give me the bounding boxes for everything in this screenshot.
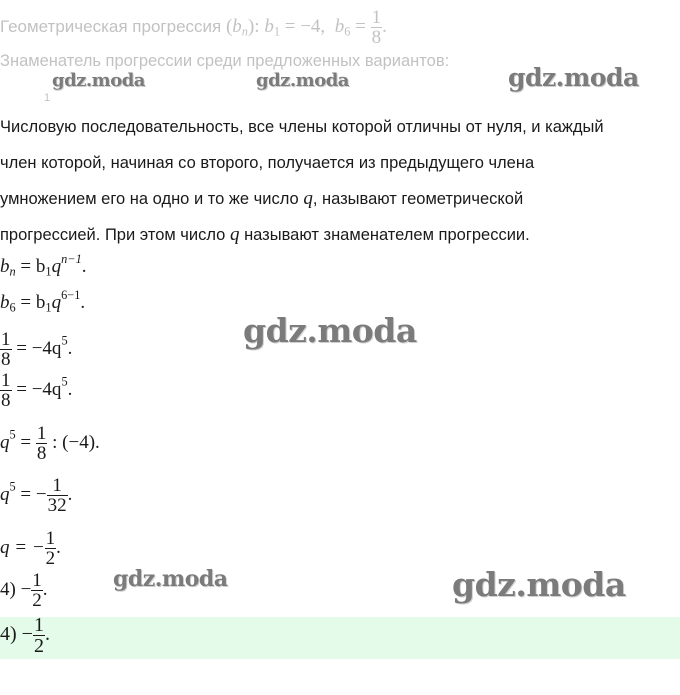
formula-q5-division (0, 424, 100, 463)
math: 4) − (0, 623, 33, 646)
denominator: 2 (33, 635, 44, 657)
final-answer-box (0, 614, 680, 659)
watermark: gdz.moda (243, 311, 417, 350)
numerator: 1 (1, 329, 11, 350)
math: q (0, 431, 10, 453)
definition-text: , называют геометрической (312, 190, 524, 208)
task-statement (0, 8, 387, 47)
math: 6−1 (61, 287, 81, 302)
denominator: 2 (45, 548, 56, 569)
definition-line (0, 217, 680, 253)
math: . (44, 623, 50, 646)
math: 4) − (0, 578, 32, 600)
b6-num: 1 (371, 7, 382, 28)
watermark: gdz.moda (256, 70, 349, 91)
definition-text: называют знаменателем прогрессии. (244, 226, 530, 244)
math: n (9, 264, 16, 279)
math: b (0, 256, 10, 277)
math: 5 (9, 427, 16, 442)
math: . (80, 292, 86, 313)
numerator: 1 (1, 370, 11, 391)
formula-equation-2 (0, 371, 72, 410)
math: = −4q (11, 378, 62, 400)
denominator: 8 (1, 349, 11, 370)
math: . (67, 337, 73, 359)
seq-symbol: b (232, 15, 242, 37)
math: q (51, 292, 62, 313)
math: = (15, 431, 36, 453)
colon: : (254, 15, 260, 37)
period: . (382, 15, 387, 37)
math: q = − (0, 536, 45, 558)
definition-text: умножением его на одно и то же число (0, 190, 299, 208)
denominator: 8 (1, 390, 11, 411)
fraction (47, 476, 68, 515)
fraction (45, 529, 57, 568)
math: = b (15, 256, 46, 277)
math: . (67, 483, 73, 505)
math: q (51, 256, 62, 277)
denominator: 2 (32, 590, 42, 611)
b1-sub: 1 (273, 24, 280, 39)
math: . (56, 536, 61, 558)
fraction (36, 424, 48, 463)
definition-line: Числовую последовательность, все члены которой отличны от нуля, и каждый (0, 118, 604, 136)
numerator: 1 (36, 423, 47, 444)
task-prefix: Геометрическая прогрессия (0, 16, 222, 36)
b6-sub: 6 (344, 24, 351, 39)
math: n−1 (61, 251, 82, 266)
seq-sub: n (241, 24, 248, 39)
math: 5 (9, 479, 16, 494)
math: = b (15, 292, 46, 313)
math: 5 (61, 374, 68, 389)
formula-equation-1 (0, 330, 72, 369)
denominator: 8 (36, 443, 47, 464)
math: b (0, 292, 10, 313)
denominator: 32 (47, 495, 67, 516)
formula-b6 (0, 287, 86, 315)
b1-value: = −4, (284, 15, 326, 37)
definition-line: член которой, начиная со второго, получается из предыдущего члена (0, 154, 535, 172)
formula-q-result (0, 529, 61, 568)
math: 1 (45, 264, 52, 279)
watermark: gdz.moda (452, 565, 626, 604)
answer-line (0, 571, 48, 610)
definition-paragraph (0, 109, 680, 253)
math: = −4q (11, 337, 62, 359)
fraction (0, 371, 12, 410)
watermark: gdz.moda (113, 566, 228, 592)
numerator: 1 (45, 528, 56, 549)
b6-den: 8 (371, 27, 382, 48)
math: 6 (9, 300, 16, 315)
q-symbol: q (303, 188, 313, 209)
formula-general-term (0, 251, 87, 279)
math: . (81, 256, 87, 277)
b6-eq: = (355, 15, 366, 37)
fraction (33, 615, 45, 656)
math: = − (15, 483, 47, 505)
watermark: gdz.moda (508, 63, 639, 92)
numerator: 1 (32, 570, 42, 591)
math: 5 (61, 333, 68, 348)
fraction (31, 571, 43, 610)
task-formula: $(b_n)$: $b_1 = -4$, $b_6$ = $\frac{1}{8}$ . (225, 7, 387, 48)
numerator: 1 (33, 614, 44, 636)
definition-line (0, 181, 680, 217)
task-question: Знаменатель прогрессии среди предложенных вариантов: (0, 52, 450, 70)
math: . (67, 378, 73, 400)
final-answer (0, 615, 50, 656)
math: . (42, 578, 48, 600)
numerator: 1 (52, 475, 62, 496)
option-mark: 1 (44, 92, 51, 104)
b6-fraction (371, 8, 383, 47)
formula-q5-result (0, 476, 72, 515)
fraction (0, 330, 12, 369)
math: : (−4). (47, 431, 100, 453)
q-symbol: q (229, 224, 240, 245)
math: q (0, 483, 10, 505)
definition-text: прогрессией. При этом число (0, 226, 226, 244)
watermark: gdz.moda (52, 70, 145, 91)
math: 1 (45, 300, 52, 315)
